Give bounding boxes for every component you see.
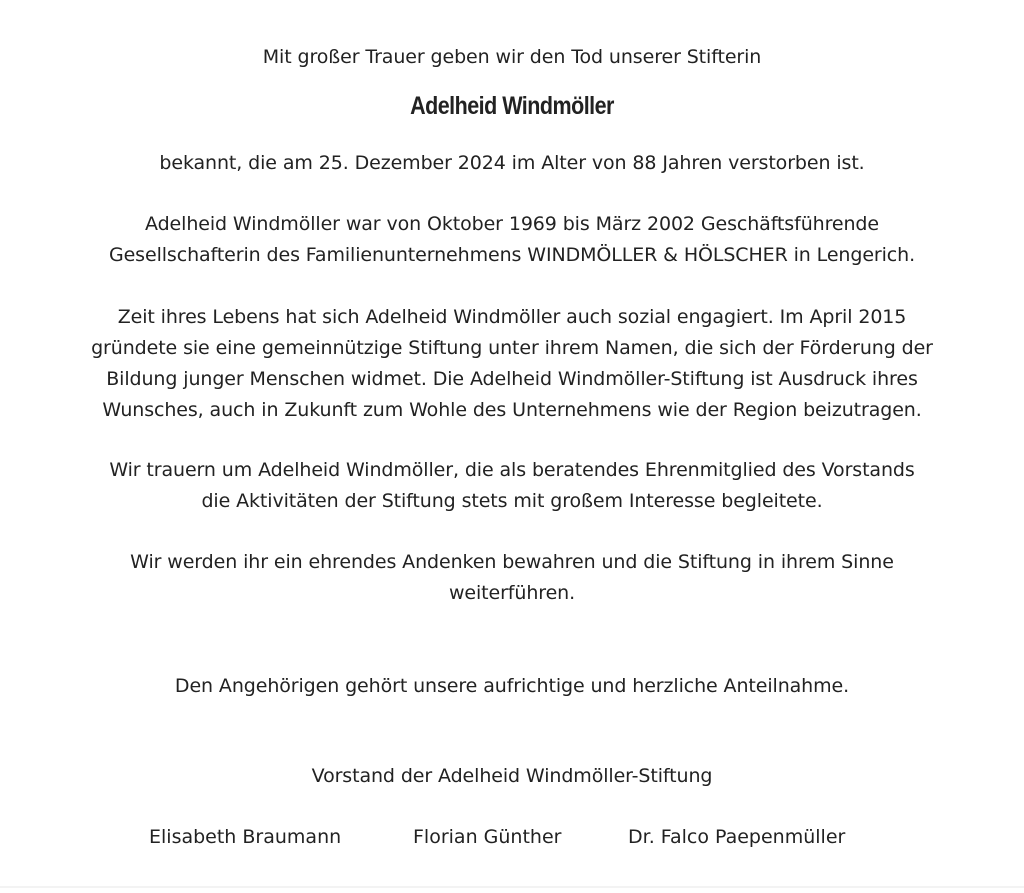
signatories xyxy=(0,822,1024,852)
paragraph-line: Adelheid Windmöller war von Oktober 1969 bis März 2002 Geschäftsführende xyxy=(145,213,879,235)
paragraph-line: Zeit ihres Lebens hat sich Adelheid Windmöller auch sozial engagiert. Im April 2015 xyxy=(117,306,907,328)
condolence-line: Den Angehörigen gehört unsere aufrichtige und herzliche Anteilnahme. xyxy=(174,675,850,697)
signatory-name: Dr. Falco Paepenmüller xyxy=(628,826,846,848)
death-notice-line: bekannt, die am 25. Dezember 2024 im Alter von 88 Jahren verstorben ist. xyxy=(159,152,865,174)
deceased-name: Adelheid Windmöller xyxy=(410,92,614,120)
paragraph-line: Wunsches, auch in Zukunft zum Wohle des Unternehmens wie der Region beizutragen. xyxy=(102,399,922,421)
board-signature: Vorstand der Adelheid Windmöller-Stiftung xyxy=(311,765,713,787)
intro-line: Mit großer Trauer geben wir den Tod unserer Stifterin xyxy=(262,46,762,68)
paragraph-line: gründete sie eine gemeinnützige Stiftung unter ihrem Namen, die sich der Förderung der xyxy=(91,337,933,359)
signatory-name: Florian Günther xyxy=(413,826,562,848)
paragraph-line: die Aktivitäten der Stiftung stets mit großem Interesse begleitete. xyxy=(201,490,823,512)
paragraph-line: Wir werden ihr ein ehrendes Andenken bewahren und die Stiftung in ihrem Sinne xyxy=(130,551,894,573)
bottom-divider xyxy=(0,886,1024,888)
paragraph-line: Bildung junger Menschen widmet. Die Adelheid Windmöller-Stiftung ist Ausdruck ihres xyxy=(106,368,918,390)
signatory-name: Elisabeth Braumann xyxy=(149,826,342,848)
paragraph-line: Wir trauern um Adelheid Windmöller, die als beratendes Ehrenmitglied des Vorstands xyxy=(109,459,915,481)
paragraph-line: weiterführen. xyxy=(448,582,576,604)
paragraph-line: Gesellschafterin des Familienunternehmens WINDMÖLLER & HÖLSCHER in Lengerich. xyxy=(108,244,916,266)
